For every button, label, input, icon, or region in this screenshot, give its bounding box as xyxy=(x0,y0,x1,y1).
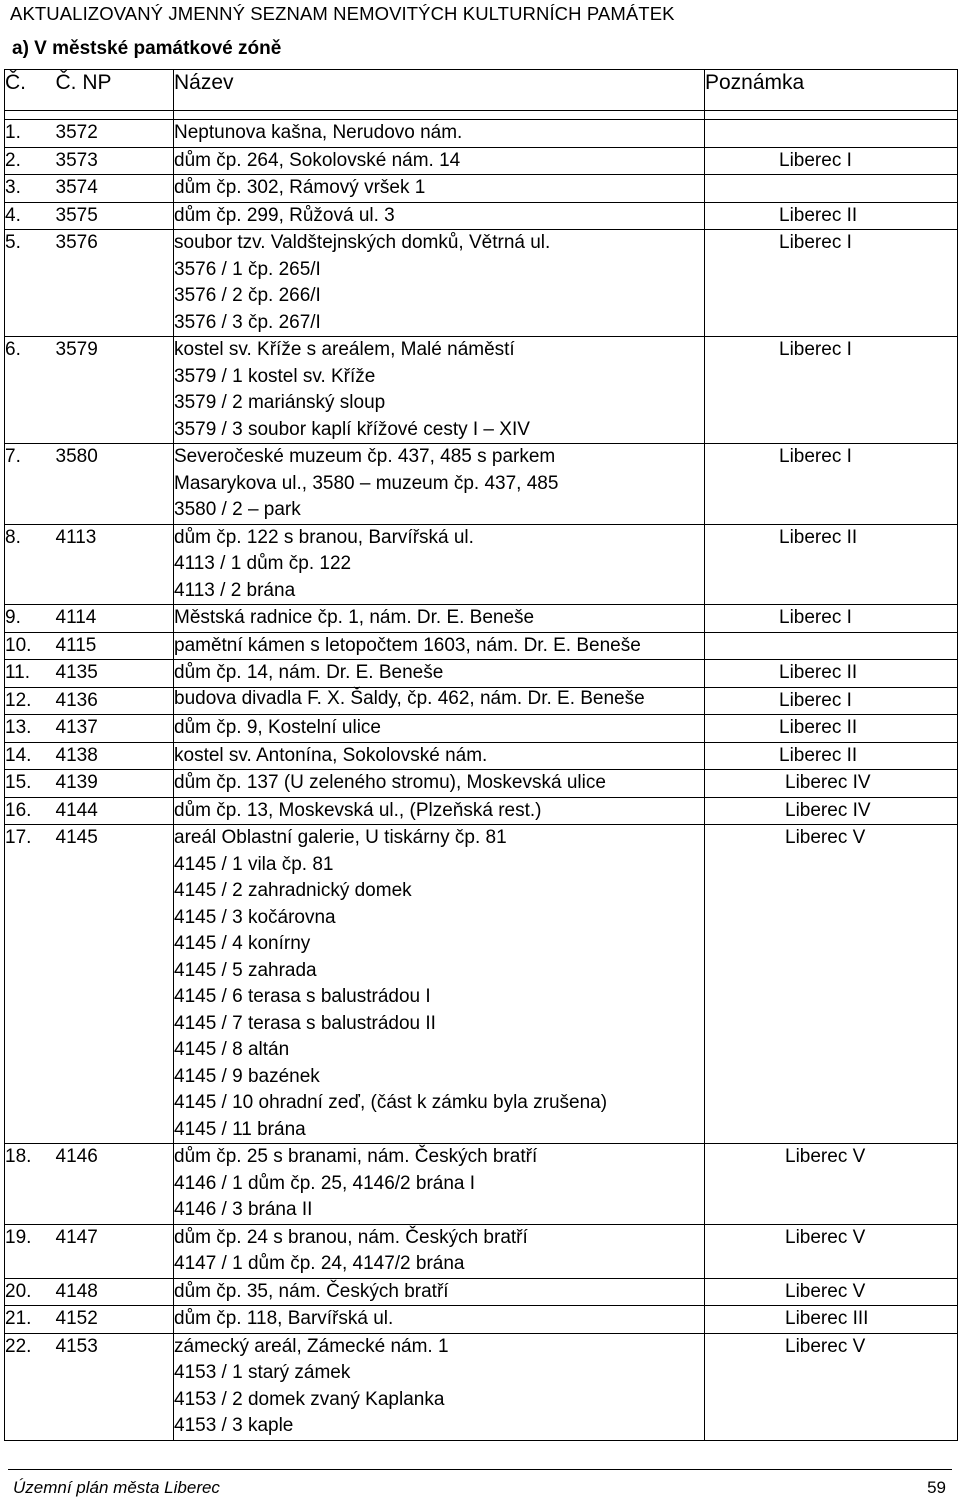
name-cell xyxy=(174,605,705,633)
monument-part: 3576 / 1 čp. 265/I xyxy=(174,258,321,280)
monument-name: dům čp. 14, nám. Dr. E. Beneše xyxy=(174,662,444,683)
district-note: Liberec II xyxy=(779,204,858,226)
district-note: Liberec I xyxy=(779,689,852,711)
note-cell xyxy=(705,175,958,203)
monument-part: 3576 / 3 čp. 267/I xyxy=(174,311,321,333)
district-note: Liberec V xyxy=(785,827,866,848)
table-row xyxy=(5,120,958,148)
monument-name: dům čp. 302, Rámový vršek 1 xyxy=(174,177,426,198)
monument-name: Severočeské muzeum čp. 437, 485 s parkem xyxy=(174,446,556,467)
column-header-number: Č. xyxy=(5,70,56,111)
row-number-cell: 9. xyxy=(5,605,56,633)
note-cell xyxy=(705,1278,958,1306)
monument-part: 4145 / 2 zahradnický domek xyxy=(174,880,412,901)
spacer-cell xyxy=(5,111,56,120)
spacer-cell xyxy=(174,111,705,120)
monument-part: 4153 / 2 domek zvaný Kaplanka xyxy=(174,1388,445,1410)
name-cell xyxy=(174,202,705,230)
np-number-cell: 3576 xyxy=(56,230,174,337)
monument-part: 4145 / 11 brána xyxy=(174,1118,306,1140)
name-cell xyxy=(174,1144,705,1225)
row-number-cell: 11. xyxy=(5,660,56,688)
district-note: Liberec IV xyxy=(785,799,871,821)
spacer-cell xyxy=(56,111,174,120)
district-note: Liberec I xyxy=(779,446,852,467)
np-number-cell: 4113 xyxy=(56,524,174,605)
monument-name: kostel sv. Kříže s areálem, Malé náměstí xyxy=(174,339,515,360)
monument-part: 4145 / 5 zahrada xyxy=(174,959,317,981)
np-number-cell: 4136 xyxy=(56,687,174,715)
district-note: Liberec II xyxy=(779,662,858,683)
table-row xyxy=(5,605,958,633)
row-number-cell: 4. xyxy=(5,202,56,230)
name-cell xyxy=(174,444,705,525)
table-row xyxy=(5,230,958,337)
row-number-cell: 18. xyxy=(5,1144,56,1225)
note-cell xyxy=(705,770,958,798)
table-row xyxy=(5,715,958,743)
monument-name: pamětní kámen s letopočtem 1603, nám. Dr. E. Beneše xyxy=(174,634,641,656)
name-cell xyxy=(174,825,705,1144)
table-row xyxy=(5,1333,958,1440)
note-cell xyxy=(705,120,958,148)
name-cell xyxy=(174,230,705,337)
name-cell xyxy=(174,175,705,203)
name-cell xyxy=(174,337,705,444)
np-number-cell: 3575 xyxy=(56,202,174,230)
row-number-cell: 16. xyxy=(5,797,56,825)
table-row xyxy=(5,175,958,203)
district-note: Liberec III xyxy=(785,1308,869,1329)
table-row xyxy=(5,660,958,688)
row-number-cell: 12. xyxy=(5,687,56,715)
monument-part: 4113 / 1 dům čp. 122 xyxy=(174,553,352,574)
monument-part: 4146 / 3 brána II xyxy=(174,1199,313,1220)
np-number-cell: 4152 xyxy=(56,1306,174,1334)
np-number-cell: 4138 xyxy=(56,742,174,770)
district-note: Liberec V xyxy=(785,1335,866,1357)
np-number-cell: 3572 xyxy=(56,120,174,148)
monument-name: dům čp. 24 s branou, nám. Českých bratří xyxy=(174,1226,528,1248)
monument-name: Neptunova kašna, Nerudovo nám. xyxy=(174,122,463,143)
monument-part: 3580 / 2 – park xyxy=(174,499,301,520)
monument-name: dům čp. 118, Barvířská ul. xyxy=(174,1308,394,1329)
np-number-cell: 4148 xyxy=(56,1278,174,1306)
district-note: Liberec V xyxy=(785,1226,866,1248)
monument-name: soubor tzv. Valdštejnských domků, Větrná ul. xyxy=(174,232,551,253)
np-number-cell: 4139 xyxy=(56,770,174,798)
monument-name: kostel sv. Antonína, Sokolovské nám. xyxy=(174,744,488,766)
district-note: Liberec II xyxy=(779,717,858,738)
table-row xyxy=(5,825,958,1144)
monument-part: 4145 / 1 vila čp. 81 xyxy=(174,853,334,875)
monument-part: 4153 / 1 starý zámek xyxy=(174,1362,351,1383)
monument-name: zámecký areál, Zámecké nám. 1 xyxy=(174,1335,449,1357)
row-number-cell: 3. xyxy=(5,175,56,203)
row-number-cell: 19. xyxy=(5,1224,56,1278)
row-number-cell: 20. xyxy=(5,1278,56,1306)
table-row xyxy=(5,797,958,825)
note-cell xyxy=(705,1144,958,1225)
footer-divider xyxy=(8,1469,952,1470)
np-number-cell: 4146 xyxy=(56,1144,174,1225)
note-cell xyxy=(705,337,958,444)
district-note: Liberec V xyxy=(785,1280,866,1302)
name-cell xyxy=(174,715,705,743)
note-cell xyxy=(705,202,958,230)
column-header-note: Poznámka xyxy=(705,70,958,111)
row-number-cell: 13. xyxy=(5,715,56,743)
np-number-cell: 4114 xyxy=(56,605,174,633)
table-row xyxy=(5,444,958,525)
table-row xyxy=(5,202,958,230)
name-cell xyxy=(174,797,705,825)
monument-part: 4147 / 1 dům čp. 24, 4147/2 brána xyxy=(174,1253,465,1274)
note-cell xyxy=(705,524,958,605)
monument-part: 3576 / 2 čp. 266/I xyxy=(174,285,321,306)
monument-part: 3579 / 3 soubor kaplí křížové cesty I – XIV xyxy=(174,418,530,440)
row-number-cell: 7. xyxy=(5,444,56,525)
monument-name: budova divadla F. X. Šaldy, čp. 462, nám. Dr. E. Beneše xyxy=(174,687,645,709)
note-cell xyxy=(705,825,958,1144)
monument-part: 4153 / 3 kaple xyxy=(174,1415,294,1436)
note-cell xyxy=(705,687,958,715)
row-number-cell: 5. xyxy=(5,230,56,337)
table-row xyxy=(5,687,958,715)
name-cell xyxy=(174,770,705,798)
name-cell xyxy=(174,1333,705,1440)
monument-name: Městská radnice čp. 1, nám. Dr. E. Beneše xyxy=(174,607,535,628)
table-row xyxy=(5,337,958,444)
name-cell xyxy=(174,687,705,715)
table-row xyxy=(5,1306,958,1334)
np-number-cell: 4147 xyxy=(56,1224,174,1278)
monument-part: 4145 / 9 bazének xyxy=(174,1065,320,1087)
note-cell xyxy=(705,660,958,688)
document-header: AKTUALIZOVANÝ JMENNÝ SEZNAM NEMOVITÝCH KULTURNÍCH PAMÁTEK xyxy=(10,3,675,24)
monument-name: dům čp. 25 s branami, nám. Českých bratří xyxy=(174,1146,538,1167)
row-number-cell: 6. xyxy=(5,337,56,444)
np-number-cell: 4137 xyxy=(56,715,174,743)
note-cell xyxy=(705,1306,958,1334)
row-number-cell: 8. xyxy=(5,524,56,605)
name-cell xyxy=(174,524,705,605)
np-number-cell: 3573 xyxy=(56,147,174,175)
note-cell xyxy=(705,230,958,337)
table-body xyxy=(5,111,958,1441)
note-cell xyxy=(705,1333,958,1440)
row-number-cell: 10. xyxy=(5,632,56,660)
monument-part: 4113 / 2 brána xyxy=(174,579,296,601)
monument-name: dům čp. 299, Růžová ul. 3 xyxy=(174,204,395,226)
name-cell xyxy=(174,660,705,688)
district-note: Liberec I xyxy=(779,607,852,628)
monument-part: 4145 / 6 terasa s balustrádou I xyxy=(174,986,431,1007)
monument-part: 3579 / 2 mariánský sloup xyxy=(174,392,386,413)
np-number-cell: 4115 xyxy=(56,632,174,660)
table-row xyxy=(5,1278,958,1306)
note-cell xyxy=(705,715,958,743)
column-header-name: Název xyxy=(174,70,705,111)
monument-part: 4145 / 3 kočárovna xyxy=(174,906,336,928)
monument-part: 4145 / 10 ohradní zeď, (část k zámku byla zrušena) xyxy=(174,1092,608,1113)
footer-page-number: 59 xyxy=(927,1478,946,1497)
name-cell xyxy=(174,1224,705,1278)
monument-name: dům čp. 122 s branou, Barvířská ul. xyxy=(174,526,474,548)
monument-part: 4146 / 1 dům čp. 25, 4146/2 brána I xyxy=(174,1172,476,1194)
name-cell xyxy=(174,742,705,770)
note-cell xyxy=(705,605,958,633)
np-number-cell: 4144 xyxy=(56,797,174,825)
monument-part: 4145 / 7 terasa s balustrádou II xyxy=(174,1012,436,1034)
np-number-cell: 4153 xyxy=(56,1333,174,1440)
np-number-cell: 3580 xyxy=(56,444,174,525)
footer-document-name: Územní plán města Liberec xyxy=(13,1478,220,1497)
row-number-cell: 21. xyxy=(5,1306,56,1334)
note-cell xyxy=(705,742,958,770)
name-cell xyxy=(174,147,705,175)
row-number-cell: 15. xyxy=(5,770,56,798)
table-row xyxy=(5,742,958,770)
row-number-cell: 22. xyxy=(5,1333,56,1440)
monument-name: dům čp. 137 (U zeleného stromu), Moskevská ulice xyxy=(174,772,606,793)
name-cell xyxy=(174,1306,705,1334)
name-cell xyxy=(174,120,705,148)
note-cell xyxy=(705,632,958,660)
table-row xyxy=(5,632,958,660)
monument-part: 3579 / 1 kostel sv. Kříže xyxy=(174,365,376,387)
district-note: Liberec I xyxy=(779,232,852,253)
monument-part: 4145 / 4 konírny xyxy=(174,933,311,954)
section-title: a) V městské památkové zóně xyxy=(12,38,282,59)
district-note: Liberec V xyxy=(785,1146,866,1167)
monument-name: dům čp. 13, Moskevská ul., (Plzeňská rest.) xyxy=(174,799,542,821)
table-row xyxy=(5,524,958,605)
monument-name: dům čp. 9, Kostelní ulice xyxy=(174,717,381,738)
row-number-cell: 14. xyxy=(5,742,56,770)
district-note: Liberec IV xyxy=(785,772,871,793)
row-number-cell: 2. xyxy=(5,147,56,175)
monument-name: dům čp. 264, Sokolovské nám. 14 xyxy=(174,149,461,171)
row-number-cell: 1. xyxy=(5,120,56,148)
name-cell xyxy=(174,632,705,660)
spacer-cell xyxy=(705,111,958,120)
monuments-table xyxy=(4,69,958,1441)
table-spacer-row xyxy=(5,111,958,120)
note-cell xyxy=(705,797,958,825)
name-cell xyxy=(174,1278,705,1306)
note-cell xyxy=(705,444,958,525)
table-row xyxy=(5,1144,958,1225)
note-cell xyxy=(705,1224,958,1278)
monument-name: areál Oblastní galerie, U tiskárny čp. 81 xyxy=(174,827,507,848)
district-note: Liberec I xyxy=(779,339,852,360)
table-row xyxy=(5,147,958,175)
table-header-row xyxy=(5,70,958,111)
monument-name: dům čp. 35, nám. Českých bratří xyxy=(174,1280,449,1302)
note-cell xyxy=(705,147,958,175)
column-header-np-number: Č. NP xyxy=(56,70,174,111)
np-number-cell: 4135 xyxy=(56,660,174,688)
district-note: Liberec II xyxy=(779,526,858,548)
table-row xyxy=(5,770,958,798)
district-note: Liberec I xyxy=(779,149,852,171)
table-row xyxy=(5,1224,958,1278)
district-note: Liberec II xyxy=(779,744,858,766)
np-number-cell: 4145 xyxy=(56,825,174,1144)
monument-part: 4145 / 8 altán xyxy=(174,1039,290,1060)
monument-part: Masarykova ul., 3580 – muzeum čp. 437, 485 xyxy=(174,472,559,494)
np-number-cell: 3574 xyxy=(56,175,174,203)
row-number-cell: 17. xyxy=(5,825,56,1144)
np-number-cell: 3579 xyxy=(56,337,174,444)
